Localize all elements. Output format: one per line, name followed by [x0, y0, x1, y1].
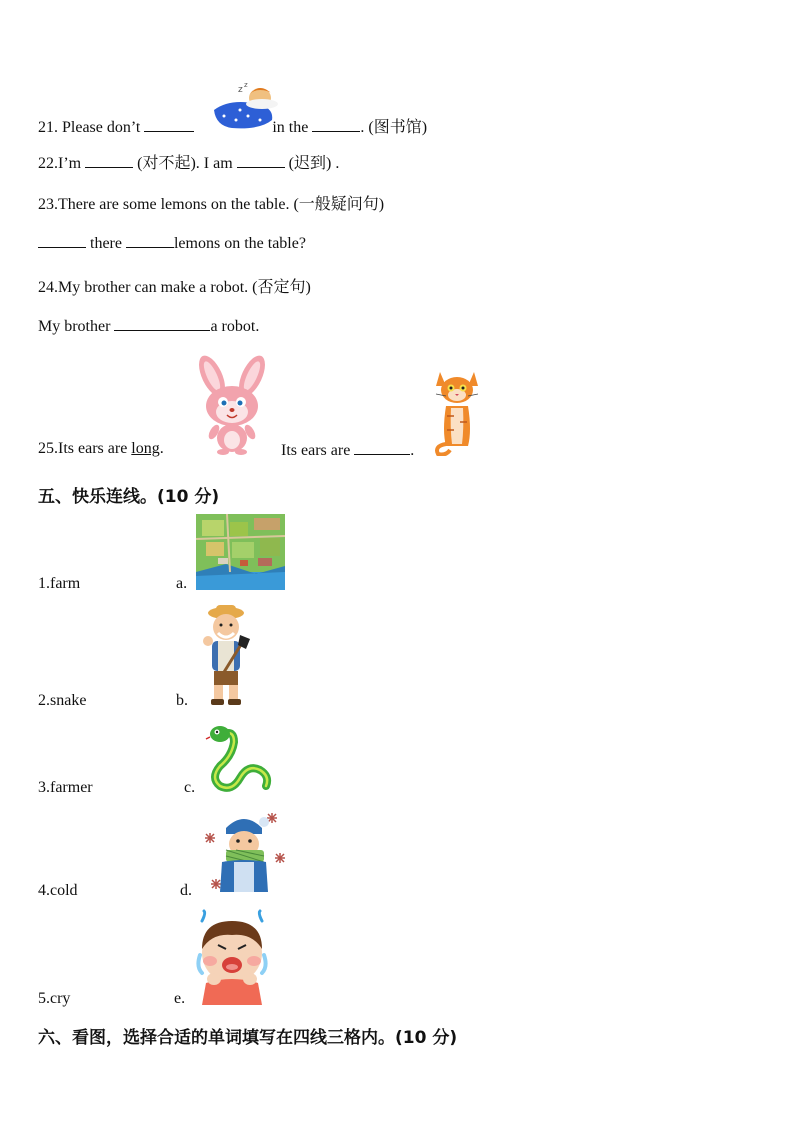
- question-24-prompt: 24.My brother can make a robot. (否定句): [38, 279, 311, 296]
- svg-text:z: z: [244, 81, 248, 89]
- answer-blank[interactable]: [237, 153, 285, 168]
- match-letter-b: b.: [176, 692, 188, 709]
- match-word-farm: 1.farm: [38, 575, 81, 592]
- answer-blank[interactable]: [144, 117, 194, 132]
- question-23-answer: there lemons on the table?: [38, 233, 306, 253]
- answer-blank[interactable]: [38, 233, 86, 248]
- answer-blank[interactable]: [114, 316, 210, 331]
- question-21: 21. Please don’t in the . (图书馆): [38, 119, 428, 136]
- rabbit-icon: [190, 354, 274, 456]
- section-6-title: 六、看图，选择合适的单词填写在四线三格内。(10 分): [38, 1028, 458, 1048]
- match-letter-d: d.: [180, 882, 192, 899]
- match-word-cry: 5.cry: [38, 990, 71, 1007]
- section-5-title: 五、快乐连线。(10 分): [38, 487, 220, 507]
- match-word-cold: 4.cold: [38, 882, 78, 899]
- match-word-snake: 2.snake: [38, 692, 87, 709]
- cold-child-icon: [200, 808, 290, 898]
- match-letter-a: a.: [176, 575, 188, 592]
- snake-icon: [204, 722, 278, 796]
- farmer-icon: [196, 603, 252, 707]
- sleeping-child-icon: [210, 80, 278, 132]
- match-letter-c: c.: [184, 779, 196, 796]
- match-letter-e: e.: [174, 990, 186, 1007]
- answer-blank[interactable]: [126, 233, 174, 248]
- question-24-answer: My brother a robot.: [38, 318, 260, 335]
- question-25: 25.Its ears are long.: [38, 440, 164, 457]
- answer-blank[interactable]: [312, 117, 360, 132]
- svg-text:z: z: [238, 85, 243, 95]
- question-25-part-b: Its ears are .: [281, 442, 415, 459]
- answer-blank[interactable]: [354, 440, 410, 455]
- cat-icon: [432, 366, 482, 456]
- question-22: 22.I’m (对不起). I am (迟到) .: [38, 155, 340, 172]
- answer-blank[interactable]: [85, 153, 133, 168]
- match-word-farmer: 3.farmer: [38, 779, 93, 796]
- crying-child-icon: [192, 909, 272, 1005]
- farm-map-icon: [196, 514, 285, 590]
- question-23-prompt: 23.There are some lemons on the table. (一般疑问句): [38, 196, 385, 213]
